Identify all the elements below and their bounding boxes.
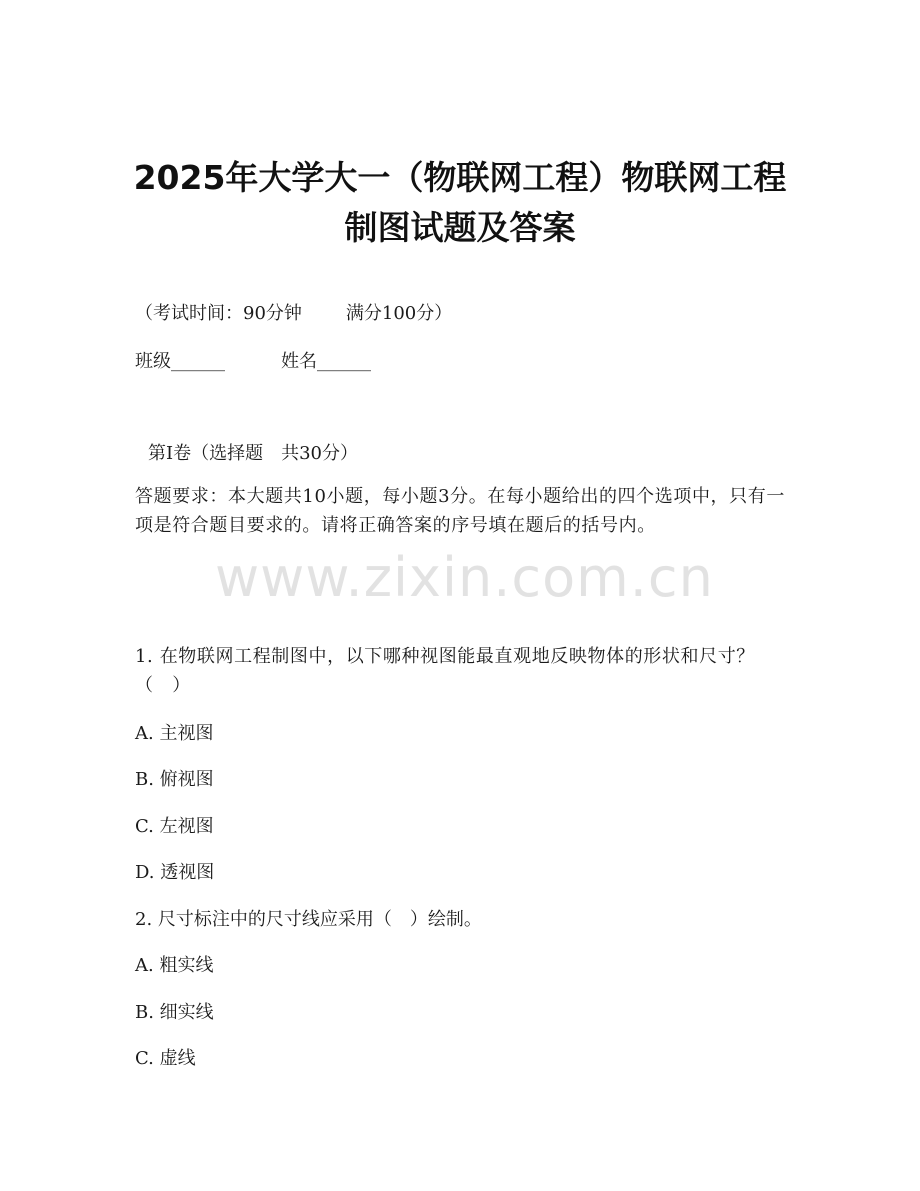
question-2-stem: 2. 尺寸标注中的尺寸线应采用（ ）绘制。 [135,909,482,930]
class-field: 班级______ [135,351,225,372]
question-1-option-c: C. 左视图 [135,816,214,837]
exam-info [135,302,785,326]
question-1-option-d: D. 透视图 [135,862,215,883]
document-title-line-1: 2025年大学大一（物联网工程）物联网工程 [133,158,787,197]
exam-time: （考试时间：90分钟 [135,303,302,324]
name-field: 姓名______ [281,351,371,372]
question-1-option-a: A. 主视图 [135,723,214,744]
section-title: 第I卷（选择题 共30分） [148,443,359,464]
question-2-option-c: C. 虚线 [135,1048,196,1069]
question-2-option-a: A. 粗实线 [135,955,214,976]
watermark: www.zixin.com.cn [215,546,714,609]
instructions: 答题要求：本大题共10小题，每小题3分。在每小题给出的四个选项中，只有一项是符合题目要求的。请将正确答案的序号填在题后的括号内。 [135,486,785,536]
question-2-option-b: B. 细实线 [135,1002,214,1023]
question-1-stem: 1. 在物联网工程制图中，以下哪种视图能最直观地反映物体的形状和尺寸？（ ） [135,646,755,696]
student-info [135,350,785,374]
exam-score: 满分100分） [345,303,453,324]
document-title-line-2: 制图试题及答案 [344,208,576,247]
question-1-option-b: B. 俯视图 [135,769,214,790]
